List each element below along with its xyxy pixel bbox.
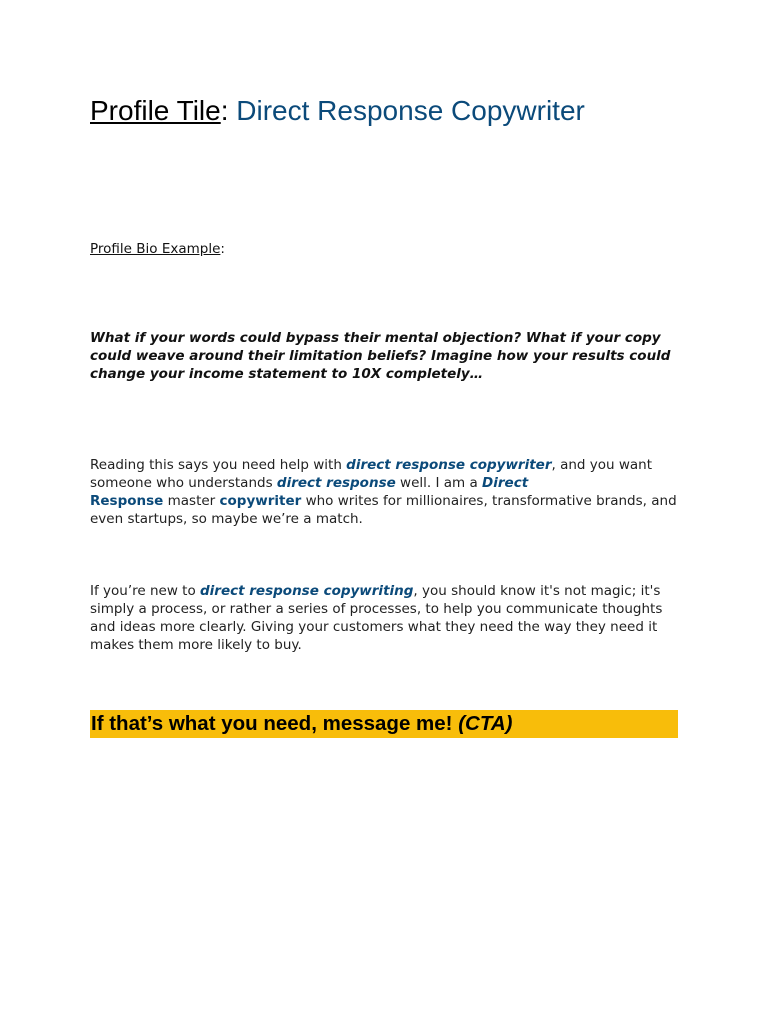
bio-heading-label: Profile Bio Example: [90, 241, 221, 257]
paragraph-new-to: [90, 582, 690, 654]
bio-heading: [90, 239, 225, 259]
paragraph-intro: [90, 456, 690, 528]
title-label: Profile Tile: [90, 95, 221, 126]
keyword-copywriter: copywriter: [219, 493, 302, 509]
keyword-direct-response-copywriting: direct response copywriting: [200, 583, 414, 599]
bio-heading-colon: :: [220, 241, 225, 257]
page-title: [90, 92, 585, 130]
paragraph-new-to-text-1: If you’re new to: [90, 583, 201, 599]
keyword-direct-response-copywriter: direct response copywriter: [346, 457, 552, 473]
keyword-direct: Direct: [482, 475, 529, 491]
paragraph-intro-text-2: , and you want someone who understands: [90, 457, 653, 491]
paragraph-intro-text-4: master: [163, 493, 220, 509]
title-value: Direct Response Copywriter: [236, 95, 585, 126]
cta-banner: [90, 710, 678, 738]
cta-text: If that’s what you need, message me!: [91, 712, 459, 735]
keyword-response: Response: [90, 493, 164, 509]
keyword-direct-response: direct response: [276, 475, 396, 491]
paragraph-intro-text-5: who writes for millionaires, transformative brands, and even startups, so maybe we’re a match.: [90, 493, 677, 527]
hook-paragraph: What if your words could bypass their mental objection? What if your copy could weave around their limitation beliefs? Imagine how your results could change your income statement to 10X completely…: [90, 330, 671, 382]
cta-tag: (CTA): [458, 712, 513, 735]
title-separator: :: [220, 95, 237, 126]
paragraph-intro-text-3: well. I am a: [395, 475, 483, 491]
paragraph-intro-text-1: Reading this says you need help with: [90, 457, 347, 473]
paragraph-new-to-text-2: , you should know it's not magic; it's simply a process, or rather a series of processes, to help you communicate thoughts and ideas more clearly. Giving your customers what they need the way they need it makes them more likely to buy.: [90, 583, 663, 653]
